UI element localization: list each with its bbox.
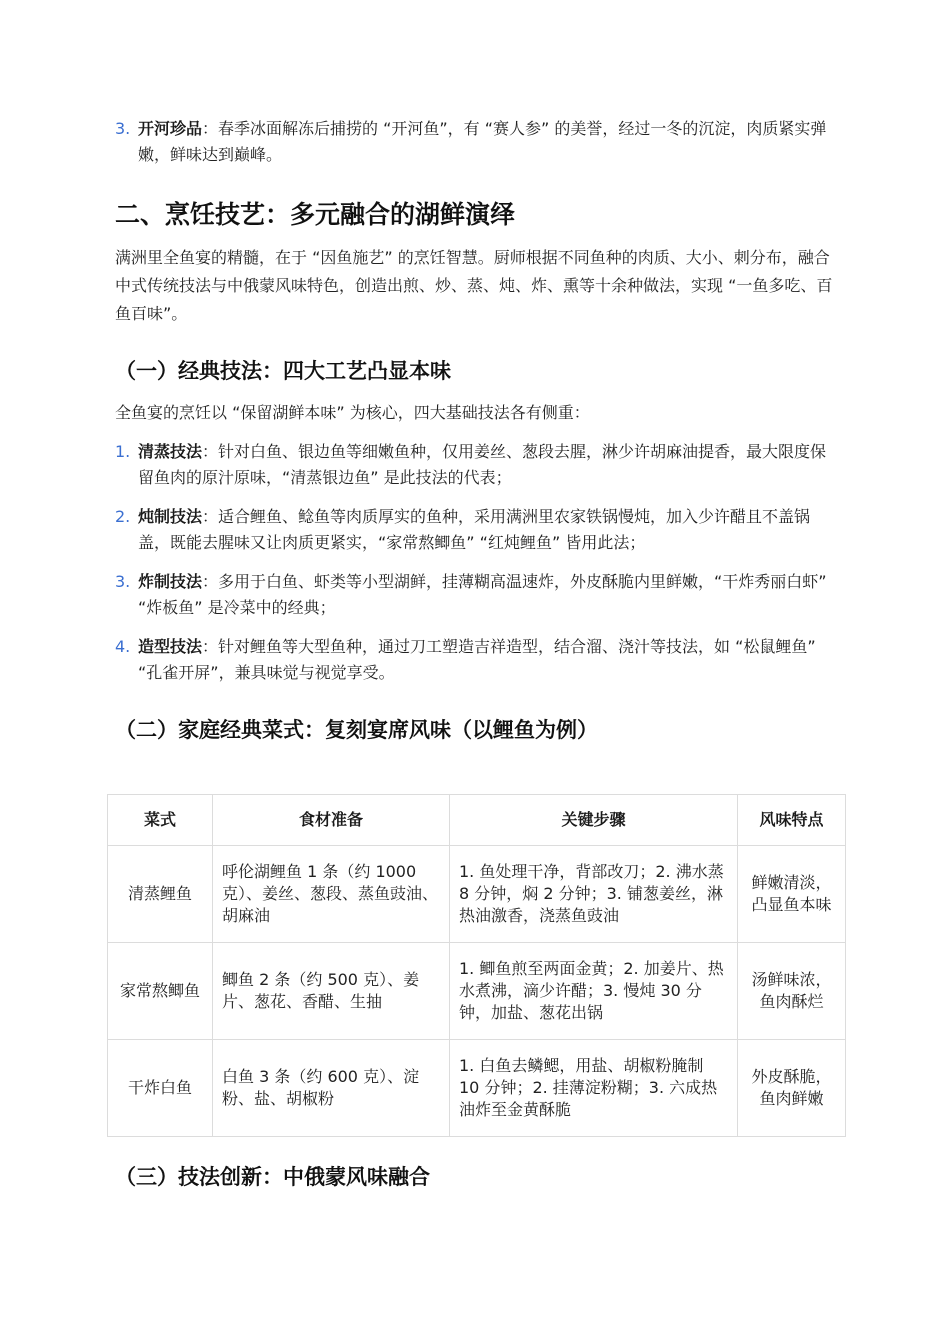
list-number: 2. bbox=[115, 507, 131, 526]
list-item bbox=[115, 116, 835, 168]
list-text: ：多用于白鱼、虾类等小型湖鲜，挂薄糊高温速炸，外皮酥脆内里鲜嫩，“干炸秀丽白虾” “炸板鱼” 是冷菜中的经典； bbox=[138, 572, 827, 617]
list-text: ：针对白鱼、银边鱼等细嫩鱼种，仅用姜丝、葱段去腥，淋少许胡麻油提香，最大限度保留鱼肉的原汁原味，“清蒸银边鱼” 是此技法的代表； bbox=[138, 442, 827, 487]
list-item bbox=[115, 504, 835, 556]
table-cell: 家常熬鲫鱼 bbox=[108, 943, 213, 1040]
table-cell: 1. 白鱼去鳞鳃，用盐、胡椒粉腌制 10 分钟；2. 挂薄淀粉糊；3. 六成热油炸至金黄酥脆 bbox=[450, 1040, 738, 1137]
table-cell: 呼伦湖鲤鱼 1 条（约 1000 克）、姜丝、葱段、蒸鱼豉油、胡麻油 bbox=[213, 846, 450, 943]
table-header-cell: 菜式 bbox=[108, 795, 213, 846]
table-row bbox=[108, 846, 846, 943]
table-cell: 1. 鲫鱼煎至两面金黄；2. 加姜片、热水煮沸，滴少许醋；3. 慢炖 30 分钟，加盐、葱花出锅 bbox=[450, 943, 738, 1040]
list-term: 开河珍品 bbox=[138, 119, 203, 138]
list-number: 4. bbox=[115, 637, 131, 656]
table-header-cell: 关键步骤 bbox=[450, 795, 738, 846]
list-text: ：适合鲤鱼、鲶鱼等肉质厚实的鱼种，采用满洲里农家铁锅慢炖，加入少许醋且不盖锅盖，既能去腥味又让肉质更紧实，“家常熬鲫鱼” “红炖鲤鱼” 皆用此法； bbox=[138, 507, 811, 552]
list-number: 1. bbox=[115, 442, 131, 461]
list-item bbox=[115, 634, 835, 686]
list-term: 炸制技法 bbox=[138, 572, 203, 591]
table-header-cell: 风味特点 bbox=[738, 795, 846, 846]
table-header-cell: 食材准备 bbox=[213, 795, 450, 846]
table-cell: 白鱼 3 条（约 600 克）、淀粉、盐、胡椒粉 bbox=[213, 1040, 450, 1137]
table-cell: 汤鲜味浓，鱼肉酥烂 bbox=[738, 943, 846, 1040]
table-header-row bbox=[108, 795, 846, 846]
list-text: ：春季冰面解冻后捕捞的 “开河鱼”，有 “赛人参” 的美誉，经过一冬的沉淀，肉质紧实弹嫩，鲜味达到巅峰。 bbox=[138, 119, 827, 164]
table-cell: 1. 鱼处理干净，背部改刀；2. 沸水蒸 8 分钟，焖 2 分钟；3. 铺葱姜丝，淋热油激香，浇蒸鱼豉油 bbox=[450, 846, 738, 943]
table-cell: 干炸白鱼 bbox=[108, 1040, 213, 1137]
list-number: 3. bbox=[115, 572, 131, 591]
list-number: 3. bbox=[115, 119, 131, 138]
subsection-heading-3: （三）技法创新：中俄蒙风味融合 bbox=[115, 1165, 430, 1189]
list-text: ：针对鲤鱼等大型鱼种，通过刀工塑造吉祥造型，结合溜、浇汁等技法，如 “松鼠鲤鱼” “孔雀开屏”，兼具味觉与视觉享受。 bbox=[138, 637, 816, 682]
section-intro: 满洲里全鱼宴的精髓，在于 “因鱼施艺” 的烹饪智慧。厨师根据不同鱼种的肉质、大小、刺分布，融合中式传统技法与中俄蒙风味特色，创造出煎、炒、蒸、炖、炸、熏等十余种做法，实现 “一鱼多吃、百鱼百味”。 bbox=[115, 248, 833, 323]
list-term: 炖制技法 bbox=[138, 507, 203, 526]
table-cell: 鲜嫩清淡，凸显鱼本味 bbox=[738, 846, 846, 943]
list-term: 造型技法 bbox=[138, 637, 203, 656]
table-cell: 清蒸鲤鱼 bbox=[108, 846, 213, 943]
section-heading: 二、烹饪技艺：多元融合的湖鲜演绎 bbox=[115, 200, 516, 229]
subsection-intro: 全鱼宴的烹饪以 “保留湖鲜本味” 为核心，四大基础技法各有侧重： bbox=[115, 403, 590, 422]
list-item bbox=[115, 439, 835, 491]
subsection-heading-1: （一）经典技法：四大工艺凸显本味 bbox=[115, 359, 451, 383]
list-term: 清蒸技法 bbox=[138, 442, 203, 461]
subsection-heading-2: （二）家庭经典菜式：复刻宴席风味（以鲤鱼为例） bbox=[115, 718, 598, 742]
list-item bbox=[115, 569, 835, 621]
recipe-table bbox=[107, 794, 846, 1137]
table-cell: 鲫鱼 2 条（约 500 克）、姜片、葱花、香醋、生抽 bbox=[213, 943, 450, 1040]
table-cell: 外皮酥脆，鱼肉鲜嫩 bbox=[738, 1040, 846, 1137]
table-row bbox=[108, 1040, 846, 1137]
table-row bbox=[108, 943, 846, 1040]
